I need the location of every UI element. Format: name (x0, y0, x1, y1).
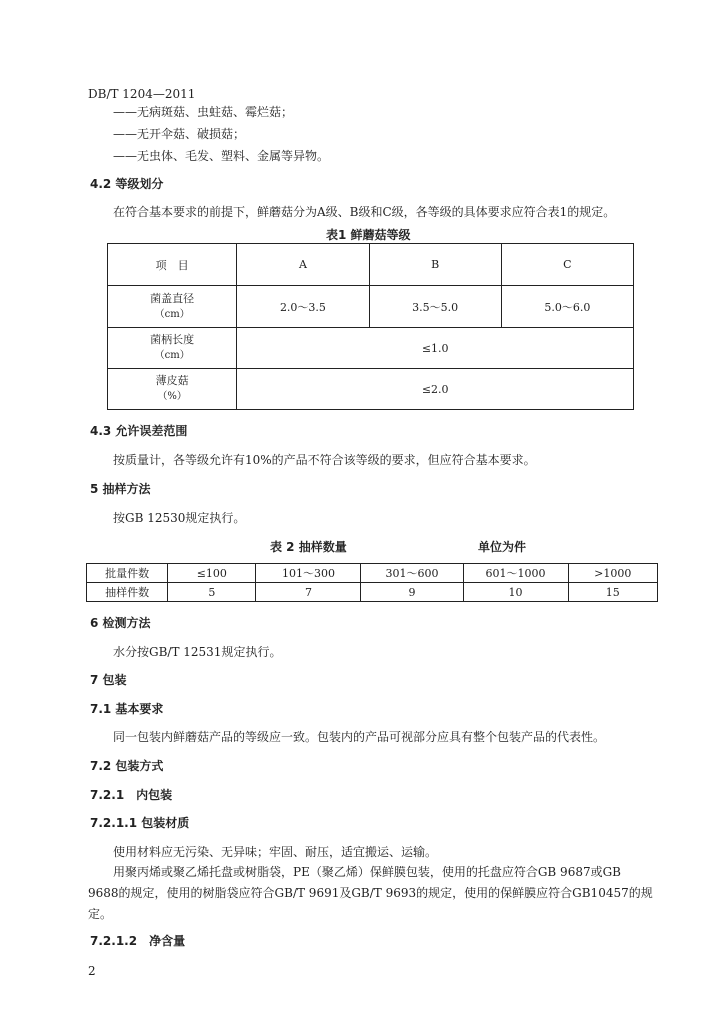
table2-cell: 批量件数 (87, 564, 168, 583)
table1-row-label (108, 369, 237, 410)
section-heading-7-2-1-2: 7.2.1.2 净含量 (90, 934, 186, 948)
paragraph-line: 9688的规定，使用的树脂袋应符合GB/T 9691及GB/T 9693的规定，使用的保鲜膜应符合GB10457的规 (88, 886, 653, 900)
table1-cell: ≤2.0 (237, 369, 634, 410)
table2-caption: 表 2 抽样数量 (270, 540, 347, 554)
table2-cell: 7 (256, 583, 361, 602)
page-number: 2 (88, 964, 96, 978)
section-heading-4-3: 4.3 允许误差范围 (90, 424, 188, 438)
section-text-4-2: 在符合基本要求的前提下，鲜蘑菇分为A级、B级和C级，各等级的具体要求应符合表1的规定。 (113, 205, 616, 219)
row-unit: （cm） (154, 350, 190, 361)
table2-cell: 15 (568, 583, 657, 602)
table2-cell: 10 (463, 583, 568, 602)
section-text-4-3: 按质量计，各等级允许有10%的产品不符合该等级的要求，但应符合基本要求。 (113, 453, 536, 467)
table2-cell: ≤100 (168, 564, 256, 583)
section-heading-4-2: 4.2 等级划分 (90, 177, 164, 191)
section-text-5: 按GB 12530规定执行。 (113, 511, 246, 525)
table2-cell: 5 (168, 583, 256, 602)
section-text-7-1: 同一包装内鲜蘑菇产品的等级应一致。包装内的产品可视部分应具有整个包装产品的代表性。 (113, 730, 606, 744)
section-text-7-2-1-1: 使用材料应无污染、无异味；牢固、耐压，适宜搬运、运输。 (113, 845, 438, 859)
section-heading-7-1: 7.1 基本要求 (90, 702, 164, 716)
paragraph-line: 定。 (88, 907, 113, 921)
document-code: DB/T 1204—2011 (88, 87, 196, 101)
table1-caption: 表1 鲜蘑菇等级 (326, 228, 411, 242)
list-item: ——无虫体、毛发、塑料、金属等异物。 (113, 149, 330, 163)
table2-cell: 301～600 (361, 564, 463, 583)
table1-cell: 2.0～3.5 (237, 286, 369, 328)
list-item: ——无病斑菇、虫蛀菇、霉烂菇； (113, 105, 294, 119)
table2-cell: >1000 (568, 564, 657, 583)
row-label-stem-length: 菌柄长度 (150, 333, 195, 346)
table1-cell: 5.0～6.0 (501, 286, 633, 328)
section-heading-6: 6 检测方法 (90, 616, 151, 630)
table1-cell: 3.5～5.0 (369, 286, 501, 328)
grade-table (107, 243, 634, 410)
table1-cell: ≤1.0 (237, 328, 634, 369)
paragraph-line: 用聚丙烯或聚乙烯托盘或树脂袋，PE（聚乙烯）保鲜膜包装，使用的托盘应符合GB 9687或GB (113, 865, 621, 879)
table2-cell: 101～300 (256, 564, 361, 583)
table1-header-item: 项 目 (108, 244, 237, 286)
section-heading-5: 5 抽样方法 (90, 482, 151, 496)
table2-unit-note: 单位为件 (478, 540, 527, 554)
table1-row-label (108, 328, 237, 369)
row-unit: （cm） (154, 308, 190, 320)
row-label-thin-skin: 薄皮菇 (155, 374, 189, 387)
sampling-table (86, 563, 658, 602)
section-heading-7-2-1: 7.2.1 内包装 (90, 788, 173, 802)
section-heading-7: 7 包装 (90, 673, 127, 687)
list-item: ——无开伞菇、破损菇； (113, 127, 246, 141)
row-label-cap-diameter: 菌盖直径 (150, 291, 195, 305)
table1-row-label (108, 286, 237, 328)
table2-cell: 抽样件数 (87, 583, 168, 602)
section-heading-7-2: 7.2 包装方式 (90, 759, 164, 773)
table2-cell: 9 (361, 583, 463, 602)
row-unit: （%） (157, 391, 187, 402)
section-text-6: 水分按GB/T 12531规定执行。 (113, 645, 282, 659)
section-heading-7-2-1-1: 7.2.1.1 包装材质 (90, 816, 190, 830)
table1-header-b: B (369, 244, 501, 286)
table2-cell: 601～1000 (463, 564, 568, 583)
table1-header-c: C (501, 244, 633, 286)
table1-header-a: A (237, 244, 369, 286)
